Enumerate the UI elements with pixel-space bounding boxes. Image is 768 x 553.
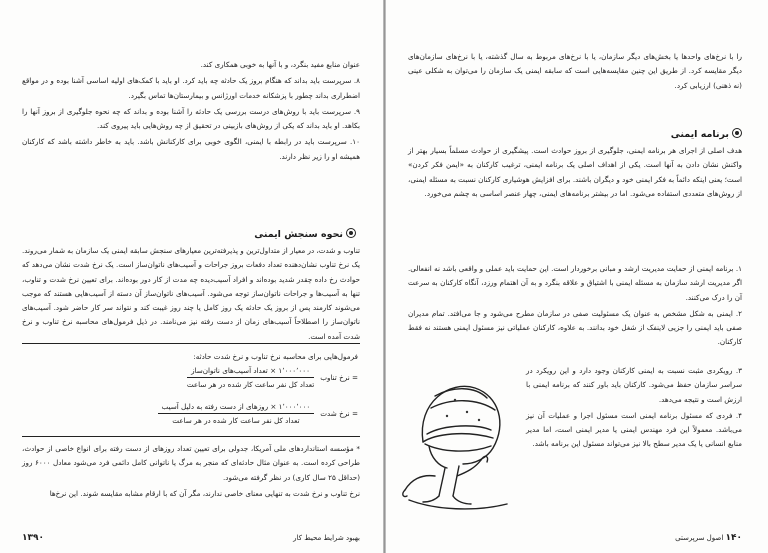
left-footnote-block (22, 442, 360, 503)
left-running-title: بهبود شرایط محیط کار (293, 534, 360, 542)
formula-intro: فرمول‌هایی برای محاسبه نرخ تناوب و نرخ شدت حادثه: (193, 352, 358, 361)
heading-bullet-icon (346, 228, 356, 238)
left-item-10: ۱۰. سرپرست باید در رابطه با ایمنی، الگوی خوبی برای کارکنانش باشد. باید به خاطر داشته باشد که کارکنان همیشه او را زیر نظر دارند. (22, 137, 360, 161)
frequency-rate-fraction (187, 366, 314, 389)
right-items-block-2 (526, 364, 742, 454)
right-section-heading (671, 128, 742, 140)
left-item-continued: عنوان منابع مفید بنگرد، و با آنها به خوبی همکاری کند. (200, 60, 360, 69)
left-item-9: ۹. سرپرست باید با روش‌های درست بررسی یک حادثه را آشنا بوده و بداند که چه نحوه جلوگیری از بروز آنها را بکاهد. او باید بداند که یکی از روش‌های بازبینی در تحقیق از چه روش‌هایی باید پیروی کند. (22, 106, 360, 131)
formula-top-rule (22, 343, 360, 344)
frequency-rate-formula (187, 366, 358, 389)
right-intro (408, 50, 742, 95)
left-item-8: ۸. سرپرست باید بداند که هنگام بروز یک حادثه چه باید کرد. او باید با کمک‌های اولیه اساسی آشنا بوده و در مواقع اضطراری بداند چطور با پزشکانه خدمات اورژانس و بیمارستان‌ها تماس بگیرد. (22, 76, 360, 100)
right-items-block (408, 262, 742, 352)
left-heading-text: نحوه سنجش ایمنی (254, 229, 343, 240)
heading-bullet-icon-2 (732, 128, 742, 138)
left-closing: نرخ تناوب و نرخ شدت به تنهایی معنای خاصی ندارند، مگر آن که با ارقام مشابه مقایسه شوند. این نرخ‌ها (49, 488, 360, 498)
frequency-rate-label: = نرخ تناوب (320, 373, 358, 382)
frequency-rate-numerator: ۱٬۰۰۰٬۰۰۰ × تعداد آسیب‌های ناتوان‌ساز (187, 366, 314, 378)
right-running-title: اصول سرپرستی (675, 534, 724, 542)
left-body (22, 244, 360, 346)
frequency-rate-denominator: تعداد کل نفر ساعت کار شده در هر ساعت (186, 380, 315, 389)
helmet-dome (422, 386, 500, 464)
helmet-figure-illustration (395, 372, 520, 517)
right-item-3: ۳. رویکردی مثبت نسبت به ایمنی کارکنان وجود دارد و این رویکرد در سراسر سازمان حفظ می‌شود. کارکنان باید باور کنند که برنامه ایمنی با ارزش است و نتیجه می‌دهد. (526, 366, 742, 404)
formula-bottom-rule (22, 436, 360, 437)
severity-rate-formula (158, 402, 358, 425)
right-page-number: ۱۴۰ (725, 533, 742, 543)
left-body-text: تناوب و شدت، در معیار از متداول‌ترین و پذیرفته‌ترین معیارهای سنجش سابقه ایمنی یک سازمان به شمار می‌روند. یک نرخ تناوب نشان‌دهنده تعداد دفعات بروز جراحات و آسیب‌های ناتوان‌ساز است. یک نرخ شدت نشان می‌دهد که حوادث رخ داده چقدر شدید بوده‌اند و افراد آسیب‌دیده چه مدت از کار دور بوده‌اند. برای تعیین نرخ شدت و تناوب، تنها به آسیب‌ها و جراحات ناتوان‌ساز توجه می‌شود. آسیب‌های ناتوان‌ساز آن دسته از آسیب‌هایی هستند که موجب می‌شوند کارمند پس از بروز یک حادثه یک روز کامل یا چند روز غیبت کند و نتواند سر کار حاضر شود. آسیب‌های ناتوان‌ساز را اصطلاحاً آسیب‌های زمان از دست رفته نیز می‌نامند. در ذیل فرمول‌های محاسبه نرخ تناوب و نرخ شدت آمده است. (22, 246, 360, 341)
severity-rate-numerator: ۱٬۰۰۰٬۰۰۰ × روزهای از دست رفته به دلیل آسیب (158, 402, 315, 414)
right-body-text: هدف اصلی از اجرای هر برنامه ایمنی، جلوگیری از بروز حوادث است. پیشگیری از حوادث مسلماً بسیار بهتر از واکنش نشان دادن به آنها است. یکی از اهداف اصلی یک برنامه ایمنی، ترغیب کارکنان به «ایمن فکر کردن» است؛ یعنی اینکه دائماً به فکر ایمنی خود و دیگران باشند. برای افزایش هوشیاری کارکنان نسبت به مسئله ایمنی، از روش‌های متعددی استفاده می‌شود. اما در بیشتر برنامه‌های ایمنی، چهار عنصر اساسی به چشم می‌خورد. (408, 146, 742, 198)
left-folio (22, 533, 360, 543)
right-item-1: ۱. برنامه ایمنی از حمایت مدیریت ارشد و مبانی برخوردار است. این حمایت باید عملی و واقعی باشد نه انفعالی. اگر مدیریت ارشد سازمان به مسئله ایمنی با اشتیاق و علاقه بنگرد و به آن اهتمام ورزد، آنگاه کارکنان به سرعت آن را درک می‌کنند. (408, 264, 742, 302)
severity-rate-fraction (158, 402, 315, 425)
left-footnote: * مؤسسه استانداردهای ملی آمریکا، جدولی برای تعیین تعداد روزهای از دست رفته برای انواع خاصی از حوادث، طراحی کرده است. به عنوان مثال حادثه‌ای که منجر به مرگ یا ناتوانی کامل دائمی فرد می‌شود معادل ۶۰۰۰ روز (حداقل ۲۵ سال کاری) در نظر گرفته می‌شود. (22, 444, 361, 482)
severity-rate-label: = نرخ شدت (320, 409, 358, 418)
severity-rate-denominator: تعداد کل نفر ساعت کار شده در هر ساعت (172, 416, 300, 425)
left-section-heading (254, 228, 356, 240)
right-item-4: ۴. فردی که مسئول برنامه ایمنی است مسئول اجرا و عملیات آن نیز می‌باشد. معمولاً این فرد مهندس ایمنی یا مدیر ایمنی است، اما مدیر منابع انسانی یا یک مدیر سطح بالا نیز می‌تواند مسئول این برنامه باشد. (526, 410, 742, 449)
right-folio (408, 533, 742, 543)
right-body (408, 144, 742, 203)
right-intro-text: را با نرخ‌های واحدها یا بخش‌های دیگر سازمان، یا با نرخ‌های مربوط به سال گذشته، یا با نرخ‌های سازمان‌های دیگر مقایسه کرد. از طریق این چنین مقایسه‌هایی است که سابقه ایمنی یک سازمان را می‌توان به شکلی عینی (نه ذهنی) ارزیابی کرد. (408, 52, 742, 90)
right-heading-text: برنامه ایمنی (670, 129, 729, 140)
left-items-block (22, 58, 360, 166)
left-page-number: ۱۳۹۰ (22, 533, 44, 543)
right-item-2: ۲. ایمنی به شکل مشخص به عنوان یک مسئولیت صفی در سازمان مطرح می‌شود و جا می‌افتد. تمام مدیران صفی باید ایمنی را جزیی لاینفک از شغل خود بدانند. به علاوه، کارکنان عملیاتی نیز مسئول ایمنی هستند نه فقط کارکنان. (408, 308, 742, 347)
right-page-number-block (675, 533, 742, 543)
